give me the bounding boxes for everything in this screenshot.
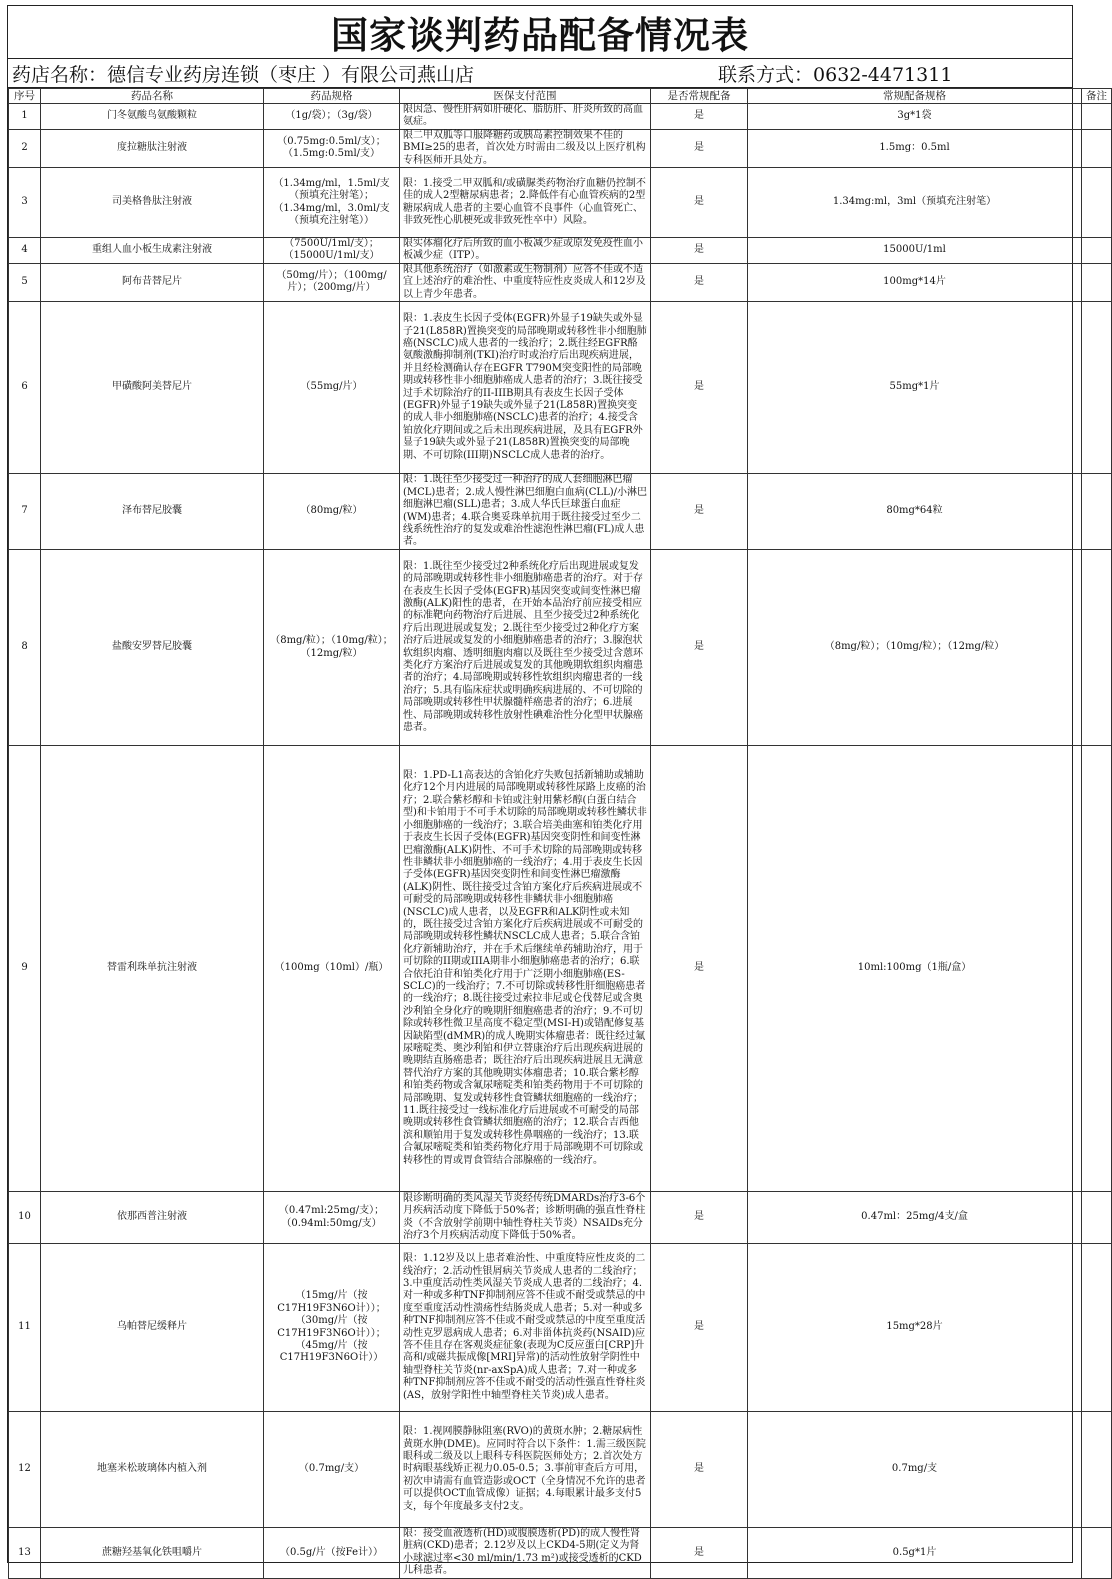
header-regular: 是否常规配备 — [651, 89, 748, 104]
regular-stock: 是 — [651, 129, 748, 167]
drug-spec: （100mg（10ml）/瓶） — [264, 746, 400, 1192]
regular-spec: 0.5g*1片 — [748, 1528, 1082, 1579]
row-index: 6 — [9, 302, 41, 474]
drug-name: 甲磺酸阿美替尼片 — [41, 302, 264, 474]
header-spec: 药品规格 — [264, 89, 400, 104]
drug-name: 阿布昔替尼片 — [41, 263, 264, 301]
drug-spec: （0.47ml:25mg/支）；（0.94ml:50mg/支） — [264, 1192, 400, 1244]
regular-spec: 0.47ml：25mg/4支/盒 — [748, 1192, 1082, 1244]
regular-spec: 3g*1袋 — [748, 104, 1082, 130]
insurance-scope: 限：接受血液透析(HD)或腹膜透析(PD)的成人慢性肾脏病(CKD)患者；2.12岁及以上CKD4-5期(定义为肾小球滤过率<30 ml/min/1.73 m²)或接受透析的CKD儿科患者。 — [400, 1528, 651, 1579]
insurance-scope: 限诊断明确的类风湿关节炎经传统DMARDs治疗3-6个月疾病活动度下降低于50%者；诊断明确的强直性脊柱炎（不含放射学前期中轴性脊柱关节炎）NSAIDs充分治疗3个月疾病活动度下降低于50%者。 — [400, 1192, 651, 1244]
row-index: 7 — [9, 474, 41, 550]
drug-name: 蔗糖羟基氧化铁咀嚼片 — [41, 1528, 264, 1579]
drug-spec: （1g/袋）；（3g/袋） — [264, 104, 400, 130]
table-row — [9, 1244, 1112, 1412]
regular-stock: 是 — [651, 1412, 748, 1528]
drug-spec: （7500U/1ml/支）；（15000U/1ml/支） — [264, 238, 400, 264]
row-index: 4 — [9, 238, 41, 264]
regular-stock: 是 — [651, 746, 748, 1192]
row-index: 12 — [9, 1412, 41, 1528]
remark — [1082, 238, 1112, 264]
remark — [1082, 1192, 1112, 1244]
insurance-scope: 限：1.表皮生长因子受体(EGFR)外显子19缺失或外显子21(L858R)置换突变的局部晚期或转移性非小细胞肺癌(NSCLC)成人患者的一线治疗；2.既往经EGFR酪氨酸激酶抑制剂(TKI)治疗时或治疗后出现疾病进展，并且经检测确认存在EGFR T790M突变阳性的局部晚期或转移性非小细胞肺癌成人患者的治疗；3.既往接受过手术切除治疗的II-IIIB期具有表皮生长因子受体(EGFR)外显子19缺失或外显子21(L858R)置换突变的成人非小细胞肺癌(NSCLC)患者的治疗；4.接受含铂放化疗期间或之后未出现疾病进展，及具有EGFR外显子19缺失或外显子21(L858R)置换突变的局部晚期、不可切除(III期)NSCLC成人患者的治疗。 — [400, 302, 651, 474]
regular-spec: 15mg*28片 — [748, 1244, 1082, 1412]
drug-name: 盐酸安罗替尼胶囊 — [41, 550, 264, 746]
drug-name: 泽布替尼胶囊 — [41, 474, 264, 550]
drug-name: 度拉糖肽注射液 — [41, 129, 264, 167]
regular-stock: 是 — [651, 1528, 748, 1579]
regular-spec: 10ml:100mg（1瓶/盒） — [748, 746, 1082, 1192]
regular-stock: 是 — [651, 263, 748, 301]
row-index: 2 — [9, 129, 41, 167]
table-row — [9, 168, 1112, 238]
drug-spec: （0.5g/片（按Fe计）） — [264, 1528, 400, 1579]
table-row — [9, 746, 1112, 1192]
insurance-scope: 限：1.12岁及以上患者难治性、中重度特应性皮炎的二线治疗；2.活动性银屑病关节炎成人患者的二线治疗；3.中重度活动性类风湿关节炎成人患者的二线治疗；4.对一种或多种TNF抑制剂应答不佳或不耐受或禁忌的中度至重度活动性溃疡性结肠炎成人患者；5.对一种或多种TNF抑制剂应答不佳或不耐受或禁忌的中度至重度活动性克罗恩病成人患者；6.对非甾体抗炎药(NSAID)应答不佳且存在客观炎症征象(表现为C反应蛋白[CRP]升高和/或磁共振成像[MRI]异常)的活动性放射学阴性中轴型脊柱关节炎(nr-axSpA)成人患者；7.对一种或多种TNF抑制剂应答不佳或不耐受的活动性强直性脊柱炎(AS，放射学阳性中轴型脊柱关节炎)成人患者。 — [400, 1244, 651, 1412]
row-index: 13 — [9, 1528, 41, 1579]
drug-spec: （55mg/片） — [264, 302, 400, 474]
row-index: 10 — [9, 1192, 41, 1244]
header-std-spec: 常规配备规格 — [748, 89, 1082, 104]
store-name-label: 药店名称： — [12, 63, 108, 86]
header-scope: 医保支付范围 — [400, 89, 651, 104]
header-name: 药品名称 — [41, 89, 264, 104]
table-row — [9, 1412, 1112, 1528]
regular-spec: （8mg/粒）；（10mg/粒）；（12mg/粒） — [748, 550, 1082, 746]
drug-spec: （0.75mg:0.5ml/支）；（1.5mg:0.5ml/支） — [264, 129, 400, 167]
contact-value: 0632-4471311 — [813, 63, 953, 86]
remark — [1082, 263, 1112, 301]
contact-info — [708, 60, 1072, 87]
contact-label: 联系方式： — [718, 63, 814, 86]
remark — [1082, 104, 1112, 130]
regular-stock: 是 — [651, 550, 748, 746]
drug-name: 司美格鲁肽注射液 — [41, 168, 264, 238]
insurance-scope: 限：1.PD-L1高表达的含铂化疗失败包括新辅助或辅助化疗12个月内进展的局部晚期或转移性尿路上皮癌的治疗；2.联合紫杉醇和卡铂或注射用紫杉醇(白蛋白结合型)和卡铂用于不可手术切除的局部晚期或转移性鳞状非小细胞肺癌的一线治疗；3.联合培美曲塞和铂类化疗用于表皮生长因子受体(EGFR)基因突变阴性和间变性淋巴瘤激酶(ALK)阴性、不可手术切除的局部晚期或转移性非鳞状非小细胞肺癌的一线治疗；4.用于表皮生长因子受体(EGFR)基因突变阴性和间变性淋巴瘤激酶(ALK)阴性、既往接受过含铂方案化疗后疾病进展或不可耐受的局部晚期或转移性非鳞状非小细胞肺癌(NSCLC)成人患者，以及EGFR和ALK阴性或未知的，既往接受过含铂方案化疗后疾病进展或不可耐受的局部晚期或转移性鳞状NSCLC成人患者；5.联合含铂化疗新辅助治疗，并在手术后继续单药辅助治疗，用于可切除的II期或IIIA期非小细胞肺癌患者的治疗；6.联合依托泊苷和铂类化疗用于广泛期小细胞肺癌(ES-SCLC)的一线治疗；7.不可切除或转移性肝细胞癌患者的一线治疗；8.既往接受过索拉非尼或仑伐替尼或含奥沙利铂全身化疗的晚期肝细胞癌患者的治疗；9.不可切除或转移性微卫星高度不稳定型(MSI-H)或错配修复基因缺陷型(dMMR)的成人晚期实体瘤患者：既往经过氟尿嘧啶类、奥沙利铂和伊立替康治疗后出现疾病进展的晚期结直肠癌患者；既往治疗后出现疾病进展且无满意替代治疗方案的其他晚期实体瘤患者；10.联合紫杉醇和铂类药物或含氟尿嘧啶类和铂类药物用于不可切除的局部晚期、复发或转移性食管鳞状细胞癌的一线治疗；11.既往接受过一线标准化疗后进展或不可耐受的局部晚期或转移性食管鳞状细胞癌的治疗；12.联合吉西他滨和顺铂用于复发或转移性鼻咽癌的一线治疗；13.联合氟尿嘧啶类和铂类药物化疗用于局部晚期不可切除或转移性的胃或胃食管结合部腺癌的一线治疗。 — [400, 746, 651, 1192]
table-row — [9, 104, 1112, 130]
regular-stock: 是 — [651, 1244, 748, 1412]
insurance-scope: 限二甲双胍等口服降糖药或胰岛素控制效果不佳的BMI≥25的患者，首次处方时需由二级及以上医疗机构专科医师开具处方。 — [400, 129, 651, 167]
drug-spec: （8mg/粒）；（10mg/粒）；（12mg/粒） — [264, 550, 400, 746]
drug-table — [8, 88, 1112, 1579]
regular-spec: 1.34mg:ml，3ml（预填充注射笔） — [748, 168, 1082, 238]
drug-spec: （0.7mg/支） — [264, 1412, 400, 1528]
drug-spec: （1.34mg/ml，1.5ml/支（预填充注射笔）；（1.34mg/ml，3.0ml/支（预填充注射笔）） — [264, 168, 400, 238]
table-header-row — [9, 89, 1112, 104]
table-body — [9, 104, 1112, 1579]
row-index: 3 — [9, 168, 41, 238]
insurance-scope: 限：1.既往至少接受过一种治疗的成人套细胞淋巴瘤(MCL)患者；2.成人慢性淋巴细胞白血病(CLL)/小淋巴细胞淋巴瘤(SLL)患者；3.成人华氏巨球蛋白血症(WM)患者；4.联合奥妥珠单抗用于既往接受过至少二线系统性治疗的复发或难治性滤泡性淋巴瘤(FL)成人患者。 — [400, 474, 651, 550]
drug-name: 替雷利珠单抗注射液 — [41, 746, 264, 1192]
remark — [1082, 1244, 1112, 1412]
drug-list-sheet — [7, 5, 1107, 1577]
remark — [1082, 550, 1112, 746]
drug-name: 依那西普注射液 — [41, 1192, 264, 1244]
regular-stock: 是 — [651, 238, 748, 264]
regular-stock: 是 — [651, 104, 748, 130]
row-index: 8 — [9, 550, 41, 746]
page-title: 国家谈判药品配备情况表 — [8, 6, 1072, 59]
table-row — [9, 550, 1112, 746]
insurance-scope: 限：1.既往至少接受过2种系统化疗后出现进展或复发的局部晚期或转移性非小细胞肺癌患者的治疗。对于存在表皮生长因子受体(EGFR)基因突变或间变性淋巴瘤激酶(ALK)阳性的患者，在开始本品治疗前应接受相应的标准靶向药物治疗后进展、且至少接受过2种系统化疗后出现进展或复发；2.既往至少接受过2种化疗方案治疗后进展或复发的小细胞肺癌患者的治疗；3.腺泡状软组织肉瘤、透明细胞肉瘤以及既往至少接受过含蒽环类化疗方案治疗后进展或复发的其他晚期软组织肉瘤患者的治疗；4.局部晚期或转移性软组织肉瘤患者的一线治疗；5.具有临床症状或明确疾病进展的、不可切除的局部晚期或转移性甲状腺髓样癌患者的治疗；6.进展性、局部晚期或转移性放射性碘难治性分化型甲状腺癌患者。 — [400, 550, 651, 746]
drug-spec: （50mg/片）；（100mg/片）；（200mg/片） — [264, 263, 400, 301]
row-index: 9 — [9, 746, 41, 1192]
header-index: 序号 — [9, 89, 41, 104]
regular-stock: 是 — [651, 474, 748, 550]
insurance-scope: 限：1.视网膜静脉阻塞(RVO)的黄斑水肿；2.糖尿病性黄斑水肿(DME)。应同时符合以下条件：1.需三级医院眼科或二级及以上眼科专科医院医师处方；2.首次处方时病眼基线矫正视力0.05-0.5；3.事前审查后方可用，初次申请需有血管造影或OCT（全身情况不允许的患者可以提供OCT血管成像）证据；4.每眼累计最多支付5支，每个年度最多支付2支。 — [400, 1412, 651, 1528]
insurance-scope: 限其他系统治疗（如激素或生物制剂）应答不佳或不适宜上述治疗的难治性、中重度特应性皮炎成人和12岁及以上青少年患者。 — [400, 263, 651, 301]
insurance-scope: 限：1.接受二甲双胍和/或磺脲类药物治疗血糖仍控制不佳的成人2型糖尿病患者；2.降低伴有心血管疾病的2型糖尿病成人患者的主要心血管不良事件（心血管死亡、非致死性心肌梗死或非致死性卒中）风险。 — [400, 168, 651, 238]
store-info-bar — [8, 59, 1072, 88]
remark — [1082, 474, 1112, 550]
drug-name: 地塞米松玻璃体内植入剂 — [41, 1412, 264, 1528]
remark — [1082, 168, 1112, 238]
remark — [1082, 1412, 1112, 1528]
drug-name: 重组人血小板生成素注射液 — [41, 238, 264, 264]
store-name — [8, 60, 708, 87]
store-name-value: 德信专业药房连锁（枣庄 ）有限公司燕山店 — [107, 63, 475, 86]
row-index: 5 — [9, 263, 41, 301]
remark — [1082, 746, 1112, 1192]
insurance-scope: 限因急、慢性肝病如肝硬化、脂肪肝、肝炎所致的高血氨症。 — [400, 104, 651, 130]
remark — [1082, 302, 1112, 474]
table-row — [9, 1528, 1112, 1579]
insurance-scope: 限实体瘤化疗后所致的血小板减少症或原发免疫性血小板减少症（ITP）。 — [400, 238, 651, 264]
drug-spec: （80mg/粒） — [264, 474, 400, 550]
regular-spec: 100mg*14片 — [748, 263, 1082, 301]
remark — [1082, 129, 1112, 167]
table-row — [9, 263, 1112, 301]
remark — [1082, 1528, 1112, 1579]
row-index: 11 — [9, 1244, 41, 1412]
drug-name: 门冬氨酸鸟氨酸颗粒 — [41, 104, 264, 130]
drug-name: 乌帕替尼缓释片 — [41, 1244, 264, 1412]
regular-spec: 0.7mg/支 — [748, 1412, 1082, 1528]
regular-spec: 80mg*64粒 — [748, 474, 1082, 550]
table-row — [9, 302, 1112, 474]
table-row — [9, 238, 1112, 264]
regular-stock: 是 — [651, 302, 748, 474]
table-row — [9, 474, 1112, 550]
table-row — [9, 1192, 1112, 1244]
row-index: 1 — [9, 104, 41, 130]
regular-spec: 1.5mg：0.5ml — [748, 129, 1082, 167]
drug-spec: （15mg/片（按C17H19F3N6O计））；（30mg/片（按C17H19F3N6O计））；（45mg/片（按C17H19F3N6O计）） — [264, 1244, 400, 1412]
regular-spec: 15000U/1ml — [748, 238, 1082, 264]
table-row — [9, 129, 1112, 167]
regular-stock: 是 — [651, 168, 748, 238]
header-remark: 备注 — [1082, 89, 1112, 104]
regular-stock: 是 — [651, 1192, 748, 1244]
regular-spec: 55mg*1片 — [748, 302, 1082, 474]
